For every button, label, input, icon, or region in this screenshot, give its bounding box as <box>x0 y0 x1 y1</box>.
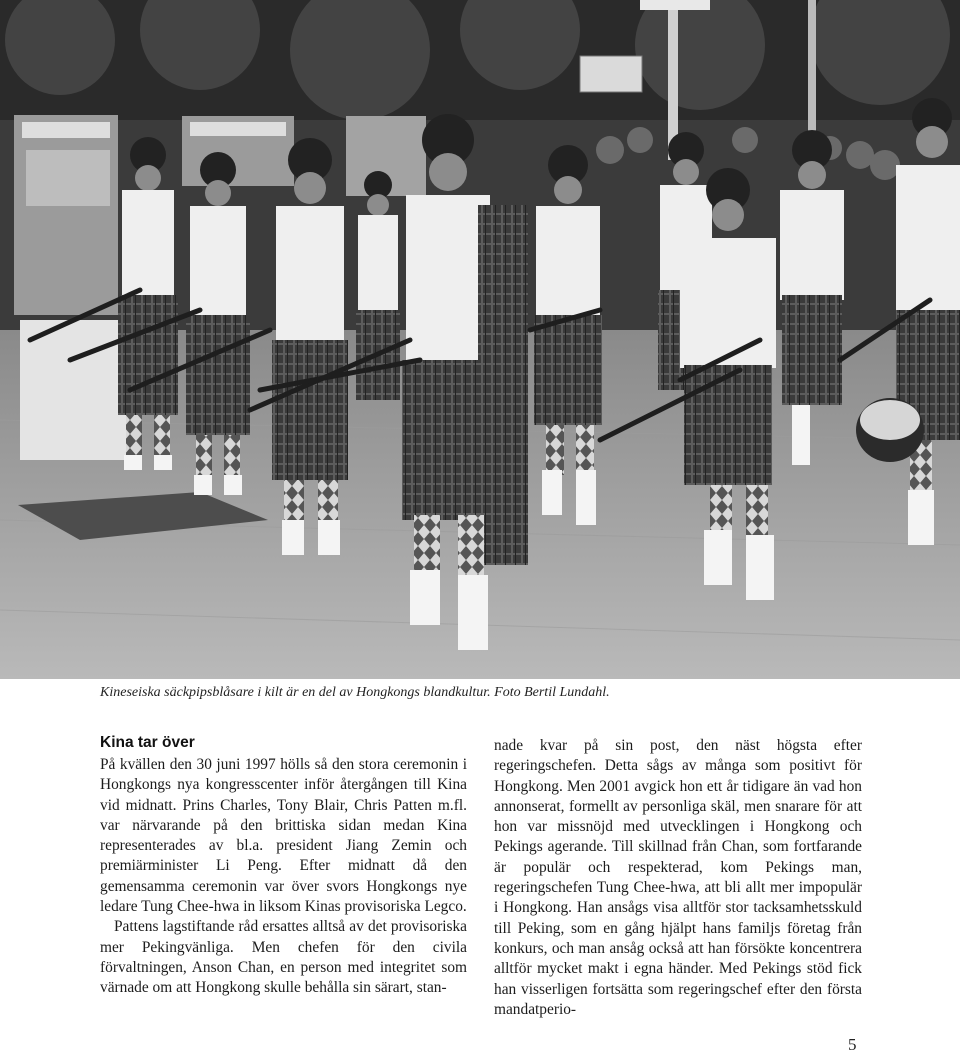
article-paragraph: nade kvar på sin post, den näst högsta efter regeringschefen. Detta sågs av många som positivt för Hongkong. Men 2001 avgick hon ett år tidigare än vad hon annonserat, formellt av personliga skäl, men snarare för att hon var missnöjd med utvecklingen i Hongkong och Pekings agerande. Till skillnad från Chan, som fortfarande är populär och respekterad, kom Pekings man, regeringschefen Tung Chee-hwa, att bli allt mer impopulär i Hongkong. Han ansågs visa alltför stor tacksamhetsskuld till Peking, som en gång hjälpt hans familjs företag från konkurs, och man ansåg också att han försökte koncentrera alltför mycket makt i egna händer. Med Pekings stöd fick han visserligen fortsätta som regeringschef efter den första mandatperio- <box>494 737 862 1018</box>
article-paragraph: På kvällen den 30 juni 1997 hölls så den stora ceremonin i Hongkongs nya kongresscenter inför återgången till Kina vid midnatt. Prins Charles, Tony Blair, Chris Patten m.fl. var närvarande på den brittiska sidan medan Kina representerades av bl.a. president Jiang Zemin och premiärminister Li Peng. Efter midnatt då den gemensamma ceremonin var över svors Hongkongs nye ledare Tung Chee-hwa in liksom Kinas provisoriska Legco. <box>100 756 467 916</box>
photo-caption: Kineseiska säckpipsblåsare i kilt är en del av Hongkongs blandkultur. Foto Bertil Lundahl. <box>100 685 610 700</box>
article-column-right <box>494 736 862 1020</box>
article-column-left <box>100 733 467 999</box>
article-heading: Kina tar över <box>100 734 195 751</box>
article-paragraph: Pattens lagstiftande råd ersattes alltså av det provisoriska mer Pekingvänliga. Men chefen för den civila förvaltningen, Anson Chan, en person med integritet som värnade om att Hongkong skulle behålla sin särart, stan- <box>100 918 467 997</box>
page-number: 5 <box>848 1035 857 1054</box>
